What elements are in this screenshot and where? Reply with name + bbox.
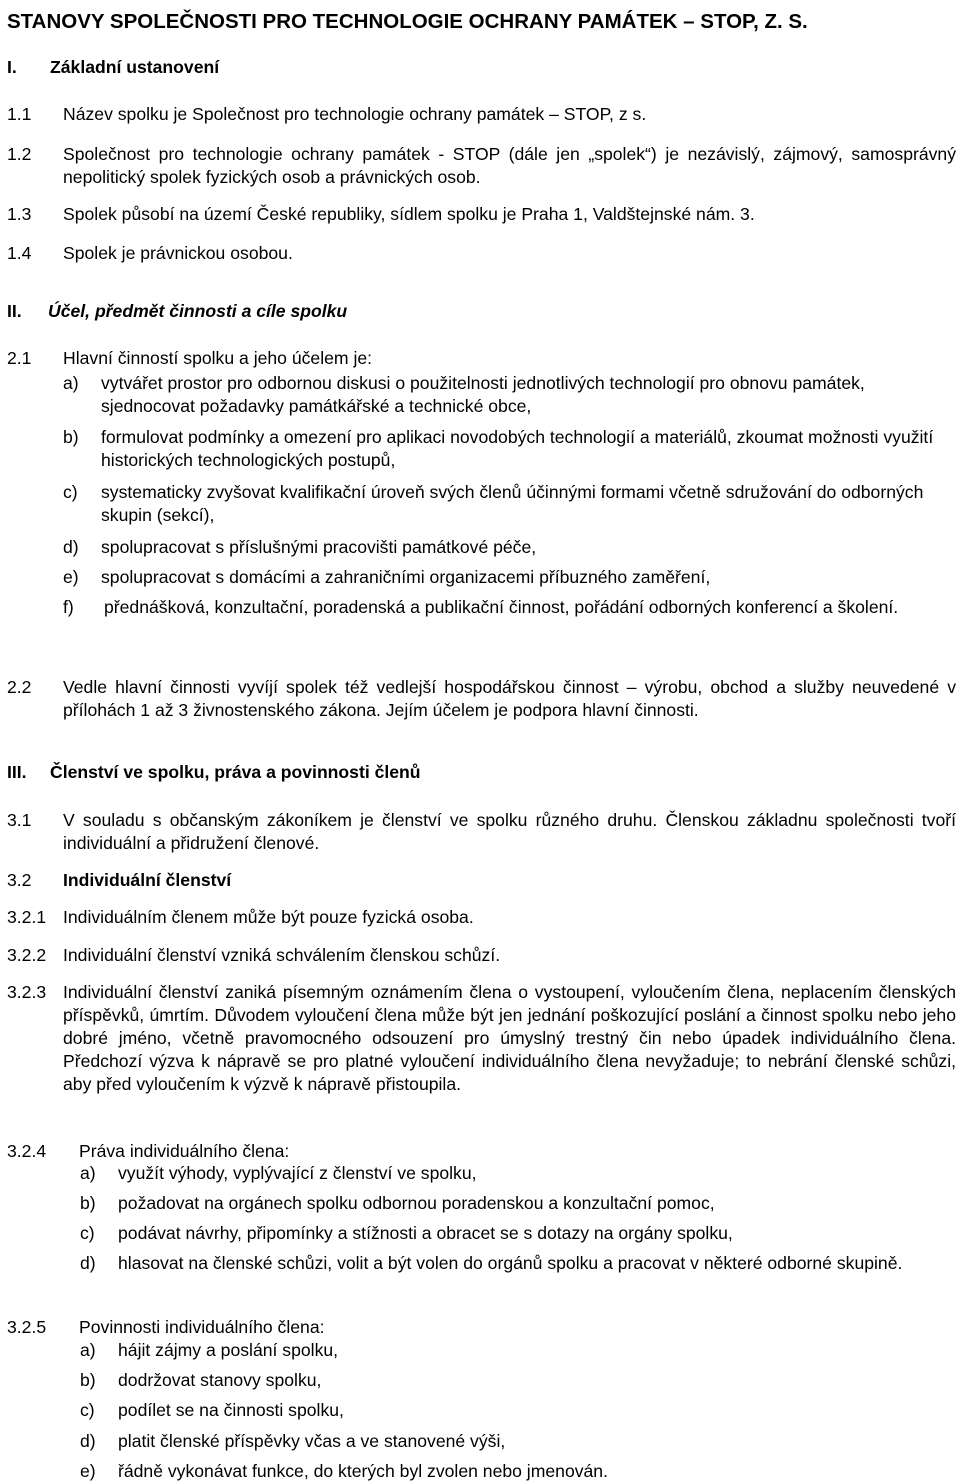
paragraph-text: Společnost pro technologie ochrany památek - STOP (dále jen „spolek“) je nezávislý, zájmový, samosprávný nepolitický spolek fyzických osob a právnických osob. (63, 144, 956, 187)
list-text: využít výhody, vyplývající z členství ve spolku, (118, 1163, 477, 1183)
list-marker: a) (63, 373, 79, 393)
list-text: podílet se na činnosti spolku, (118, 1400, 344, 1420)
list-item (80, 1252, 956, 1275)
list-marker: e) (63, 567, 79, 587)
document-title: STANOVY SPOLEČNOSTI PRO TECHNOLOGIE OCHRANY PAMÁTEK – STOP, Z. S. (7, 10, 808, 33)
paragraph-3-2-5 (7, 1316, 956, 1339)
list-text: hájit zájmy a poslání spolku, (118, 1340, 339, 1360)
list-text: formulovat podmínky a omezení pro aplikaci novodobých technologií a materiálů, zkoumat možnosti využití historických technologických postupů, (101, 427, 934, 470)
list-text: systematicky zvyšovat kvalifikační úroveň svých členů účinnými formami včetně sdružování do odborných skupin (sekcí), (101, 482, 924, 525)
list-item (80, 1460, 956, 1483)
list-text: hlasovat na členské schůzi, volit a být volen do orgánů spolku a pracovat v některé odborné skupině. (118, 1253, 903, 1273)
paragraph-text: Individuálním členem může být pouze fyzická osoba. (63, 907, 474, 927)
paragraph-3-2-1 (7, 906, 956, 929)
paragraph-3-2-4 (7, 1140, 956, 1163)
section-number: II. (7, 301, 22, 321)
list-item (80, 1192, 956, 1215)
list-item (80, 1399, 956, 1422)
list-text: spolupracovat s domácími a zahraničními organizacemi příbuzného zaměření, (101, 567, 711, 587)
paragraph-number: 2.1 (7, 348, 32, 368)
paragraph-text: Spolek je právnickou osobou. (63, 243, 293, 263)
list-marker: a) (80, 1163, 96, 1183)
section-title: Členství ve spolku, práva a povinnosti členů (50, 762, 421, 782)
list-item (63, 566, 956, 589)
list-text: podávat návrhy, připomínky a stížnosti a obracet se s dotazy na orgány spolku, (118, 1223, 733, 1243)
list-marker: d) (80, 1253, 96, 1273)
list-item (63, 596, 956, 619)
paragraph-number: 1.2 (7, 144, 32, 164)
paragraph-number: 3.2.1 (7, 907, 47, 927)
paragraph-3-2-3 (7, 981, 956, 1096)
list-text: požadovat na orgánech spolku odbornou poradenskou a konzultační pomoc, (118, 1193, 715, 1213)
paragraph-text: Individuální členství zaniká písemným oznámením člena o vystoupení, vyloučením člena, neplacením členských příspěvků, úmrtím. Důvodem vyloučení člena může být jen jednání poškozující poslání a činnost spolku nebo jeho dobré jméno, včetně pravomocného odsouzení pro úmyslný trestný čin nebo úpadek individuálního člena. Předchozí výzva k nápravě se pro platné vyloučení individuálního člena nevyžaduje; to nebrání členské schůzi, aby před vyloučením k výzvě k nápravě přistoupila. (63, 982, 956, 1094)
section-title: Základní ustanovení (50, 57, 220, 77)
paragraph-2-2 (7, 676, 956, 722)
paragraph-1-4 (7, 242, 956, 265)
list-text: spolupracovat s příslušnými pracovišti památkové péče, (101, 537, 537, 557)
list-item (80, 1339, 956, 1362)
paragraph-2-1 (7, 347, 956, 370)
paragraph-1-2 (7, 143, 956, 189)
list-item (80, 1430, 956, 1453)
list-marker: c) (63, 482, 78, 502)
section-1-heading (7, 56, 956, 79)
paragraph-text: V souladu s občanským zákoníkem je členství ve spolku různého druhu. Členskou základnu společnosti tvoří individuální a přidružení členové. (63, 810, 956, 853)
section-title: Účel, předmět činnosti a cíle spolku (48, 301, 348, 321)
list-marker: b) (63, 427, 79, 447)
paragraph-1-3 (7, 203, 956, 226)
list-marker: c) (80, 1223, 95, 1243)
list-text: přednášková, konzultační, poradenská a publikační činnost, pořádání odborných konferencí a školení. (104, 597, 899, 617)
paragraph-number: 1.4 (7, 243, 32, 263)
list-item (63, 481, 956, 527)
list-item (63, 372, 956, 418)
paragraph-number: 1.1 (7, 104, 32, 124)
paragraph-text: Povinnosti individuálního člena: (79, 1317, 325, 1337)
paragraph-number: 3.2.3 (7, 982, 47, 1002)
paragraph-text: Práva individuálního člena: (79, 1141, 290, 1161)
section-number: I. (7, 57, 17, 77)
list-marker: e) (80, 1461, 96, 1481)
paragraph-3-1 (7, 809, 956, 855)
paragraph-text: Název spolku je Společnost pro technologie ochrany památek – STOP, z s. (63, 104, 647, 124)
list-text: vytvářet prostor pro odbornou diskusi o použitelnosti jednotlivých technologií pro obnovu památek, sjednocovat požadavky památkářské a technické obce, (101, 373, 865, 416)
paragraph-number: 2.2 (7, 677, 32, 697)
paragraph-number: 3.2 (7, 870, 32, 890)
list-marker: b) (80, 1370, 96, 1390)
paragraph-text: Spolek působí na území České republiky, sídlem spolku je Praha 1, Valdštejnské nám. 3. (63, 204, 755, 224)
paragraph-3-2-2 (7, 944, 956, 967)
paragraph-text: Hlavní činností spolku a jeho účelem je: (63, 348, 373, 368)
paragraph-1-1 (7, 103, 956, 126)
list-item (63, 426, 956, 472)
paragraph-text: Individuální členství vzniká schválením členskou schůzí. (63, 945, 501, 965)
paragraph-number: 3.2.5 (7, 1317, 47, 1337)
section-3-heading (7, 761, 956, 784)
paragraph-number: 3.2.2 (7, 945, 47, 965)
list-text: dodržovat stanovy spolku, (118, 1370, 322, 1390)
section-2-heading (7, 300, 956, 323)
paragraph-text: Vedle hlavní činnosti vyvíjí spolek též vedlejší hospodářskou činnost – výrobu, obchod a služby neuvedené v přílohách 1 až 3 živnostenského zákona. Jejím účelem je podpora hlavní činnosti. (63, 677, 956, 720)
list-text: platit členské příspěvky včas a ve stanovené výši, (118, 1431, 506, 1451)
paragraph-number: 3.1 (7, 810, 32, 830)
paragraph-number: 3.2.4 (7, 1141, 47, 1161)
list-item (80, 1162, 956, 1185)
list-item (63, 536, 956, 559)
paragraph-text: Individuální členství (63, 870, 232, 890)
list-marker: d) (63, 537, 79, 557)
list-marker: a) (80, 1340, 96, 1360)
paragraph-3-2 (7, 869, 956, 892)
list-item (80, 1369, 956, 1392)
paragraph-number: 1.3 (7, 204, 32, 224)
section-number: III. (7, 762, 27, 782)
list-marker: d) (80, 1431, 96, 1451)
list-marker: f) (63, 597, 74, 617)
list-item (80, 1222, 956, 1245)
list-marker: c) (80, 1400, 95, 1420)
list-marker: b) (80, 1193, 96, 1213)
list-text: řádně vykonávat funkce, do kterých byl zvolen nebo jmenován. (118, 1461, 608, 1481)
